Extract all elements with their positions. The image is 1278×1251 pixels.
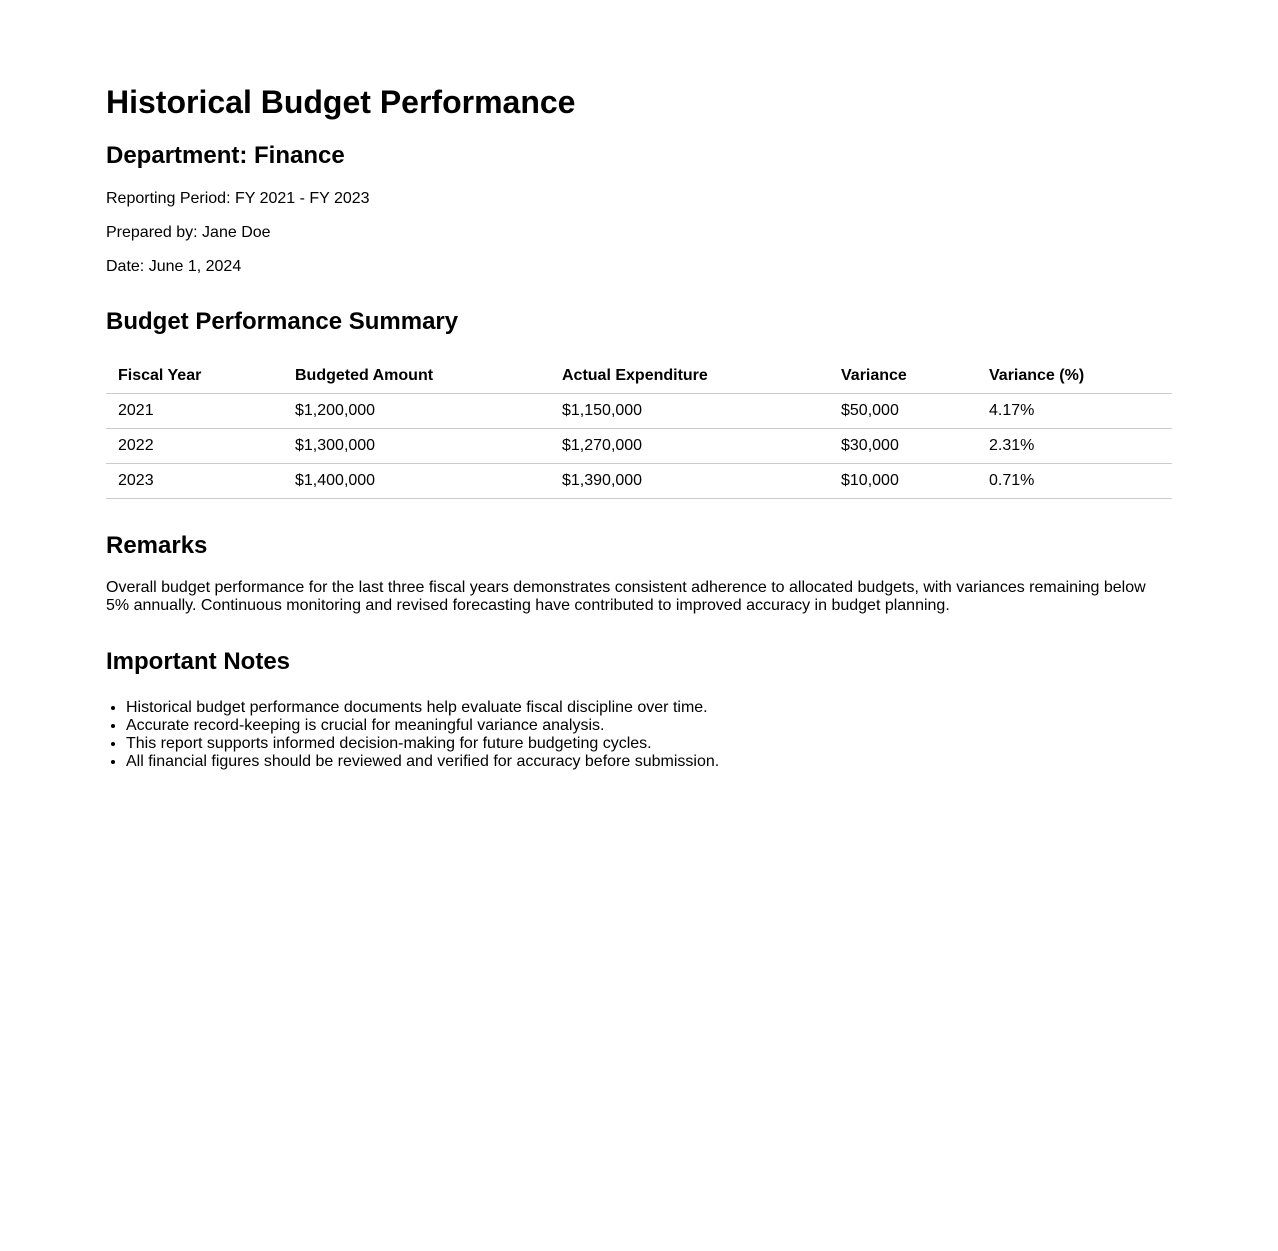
remarks-heading: Remarks [106,532,208,559]
table-row [106,464,1172,499]
cell-variance: $50,000 [829,394,977,429]
cell-variance-percent: 2.31% [977,429,1172,464]
budget-summary-table [106,359,1172,499]
column-header-budgeted-amount: Budgeted Amount [283,359,550,394]
list-item: • This report supports informed decision-making for future budgeting cycles. [126,735,719,753]
column-header-actual-expenditure: Actual Expenditure [550,359,829,394]
cell-variance-percent: 0.71% [977,464,1172,499]
remarks-text: Overall budget performance for the last three fiscal years demonstrates consistent adherence to allocated budgets, with variances remaining below 5% annually. Continuous monitoring and revised forecasting have contributed to improved accuracy in budget planning. [106,579,1146,614]
cell-budgeted-amount: $1,400,000 [283,464,550,499]
table-row [106,429,1172,464]
cell-fiscal-year: 2021 [106,394,283,429]
cell-fiscal-year: 2022 [106,429,283,464]
table-row [106,394,1172,429]
column-header-fiscal-year: Fiscal Year [106,359,283,394]
column-header-variance-percent: Variance (%) [977,359,1172,394]
cell-variance: $10,000 [829,464,977,499]
cell-budgeted-amount: $1,200,000 [283,394,550,429]
table-header-row [106,359,1172,394]
cell-actual-expenditure: $1,390,000 [550,464,829,499]
list-item: • Accurate record-keeping is crucial for meaningful variance analysis. [126,717,719,735]
prepared-by: Prepared by: Jane Doe [106,224,271,241]
summary-heading: Budget Performance Summary [106,308,459,335]
cell-variance-percent: 4.17% [977,394,1172,429]
cell-budgeted-amount: $1,300,000 [283,429,550,464]
notes-heading: Important Notes [106,648,291,675]
cell-actual-expenditure: $1,150,000 [550,394,829,429]
page-title: Historical Budget Performance [106,84,576,120]
reporting-period: Reporting Period: FY 2021 - FY 2023 [106,190,370,207]
report-date: Date: June 1, 2024 [106,258,242,275]
list-item: • Historical budget performance documents help evaluate fiscal discipline over time. [126,699,719,717]
department-heading: Department: Finance [106,142,345,169]
cell-fiscal-year: 2023 [106,464,283,499]
column-header-variance: Variance [829,359,977,394]
list-item: • All financial figures should be reviewed and verified for accuracy before submission. [126,753,719,771]
cell-variance: $30,000 [829,429,977,464]
cell-actual-expenditure: $1,270,000 [550,429,829,464]
notes-list [106,699,719,771]
